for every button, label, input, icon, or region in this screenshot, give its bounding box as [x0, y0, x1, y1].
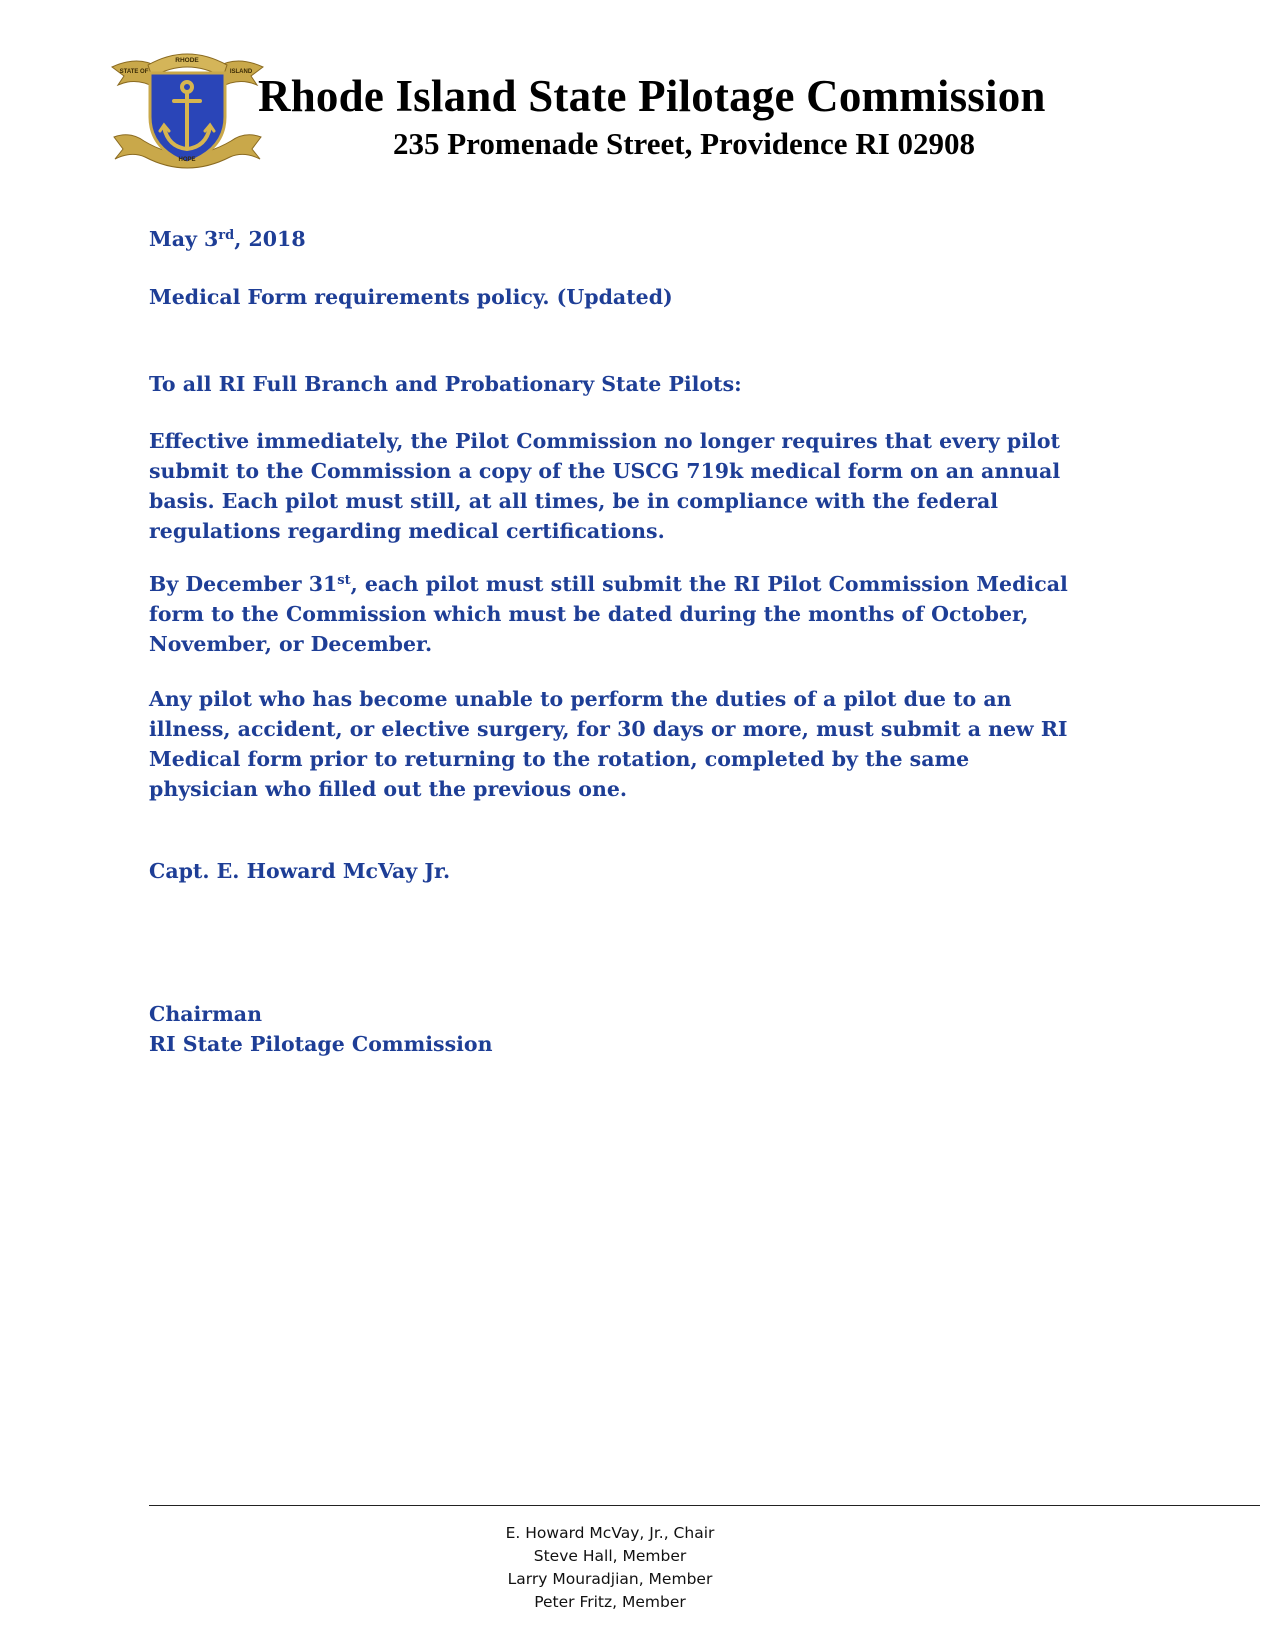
- subject-text: Medical Form requirements policy. (Updated): [149, 285, 673, 309]
- date-ordinal-suffix: rd: [218, 228, 235, 243]
- organization-name: Rhode Island State Pilotage Commission: [258, 71, 1046, 121]
- footer-member: Peter Fritz, Member: [534, 1593, 686, 1611]
- letter-salutation: [149, 369, 1129, 399]
- seal-text-bottom: HOPE: [178, 157, 196, 163]
- paragraph-3-text: Any pilot who has become unable to perform the duties of a pilot due to an illness, accident, or elective surgery, for 30 days or more, must submit a new RI Medical form prior to returning to the rotation, completed by the same physician who filled out the previous one.: [149, 687, 1068, 801]
- paragraph-2-ordinal-suffix: st: [337, 573, 351, 588]
- letter-paragraph-3: [149, 684, 1084, 804]
- letter-paragraph-1: [149, 426, 1084, 546]
- footer-divider: [149, 1505, 1260, 1506]
- seal-text-right: ISLAND: [229, 69, 253, 75]
- footer-member: E. Howard McVay, Jr., Chair: [505, 1524, 715, 1542]
- letter-date: [149, 224, 1129, 254]
- signer-block: [149, 999, 1129, 1059]
- paragraph-2-rest: , each pilot must still submit the RI Pilot Commission Medical form to the Commission which must be dated during the months of October, November, or December.: [149, 572, 1068, 656]
- date-month-day: May 3: [149, 227, 219, 251]
- signer-organization: RI State Pilotage Commission: [149, 1032, 493, 1056]
- salutation-text: To all RI Full Branch and Probationary State Pilots:: [149, 372, 742, 396]
- paragraph-1-text: Effective immediately, the Pilot Commission no longer requires that every pilot submit to the Commission a copy of the USCG 719k medical form on an annual basis. Each pilot must still, at all times, be in compliance with the federal regulations regarding medical certifications.: [149, 429, 1061, 543]
- signer-title: Chairman: [149, 1002, 262, 1026]
- state-seal-icon: [110, 45, 265, 170]
- seal-text-left: STATE OF: [119, 69, 149, 75]
- footer-member: Larry Mouradjian, Member: [507, 1570, 713, 1588]
- paragraph-2-lead: By December 31: [149, 572, 338, 596]
- letter-subject: [149, 282, 1129, 312]
- footer-member: Steve Hall, Member: [533, 1547, 687, 1565]
- date-year: , 2018: [234, 227, 306, 251]
- organization-address: 235 Promenade Street, Providence RI 02908: [393, 126, 976, 161]
- signer-name: [149, 856, 1129, 886]
- footer-member-list: [440, 1522, 780, 1614]
- seal-text-top: RHODE: [175, 57, 199, 64]
- signer-name-text: Capt. E. Howard McVay Jr.: [149, 859, 451, 883]
- letter-paragraph-2: [149, 569, 1084, 659]
